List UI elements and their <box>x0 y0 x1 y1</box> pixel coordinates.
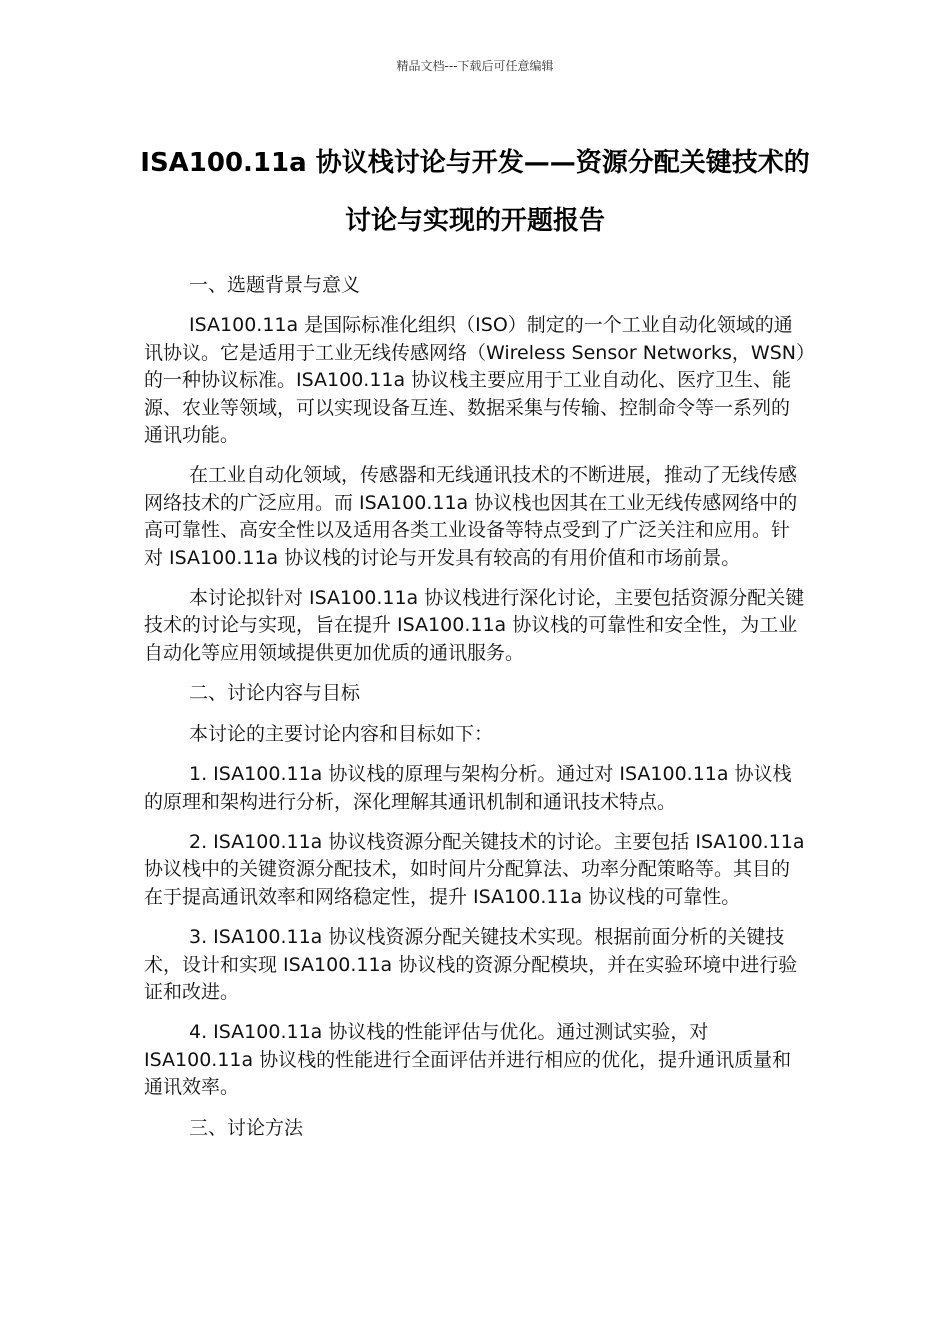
section-heading-2: 二、讨论内容与目标 <box>189 682 361 705</box>
document-body <box>144 272 808 1155</box>
paragraph-background-3: 本讨论拟针对 ISA100.11a 协议栈进行深化讨论，主要包括资源分配关键技术的讨论与实现，旨在提升 ISA100.11a 协议栈的可靠性和安全性，为工业自动化等应用领域提供更加优质的通讯服务。 <box>144 587 805 664</box>
list-item-4: 4. ISA100.11a 协议栈的性能评估与优化。通过测试实验，对 ISA100.11a 协议栈的性能进行全面评估并进行相应的优化，提升通讯质量和通讯效率。 <box>144 1021 792 1099</box>
list-item-1: 1. ISA100.11a 协议栈的原理与架构分析。通过对 ISA100.11a 协议栈的原理和架构进行分析，深化理解其通讯机制和通讯技术特点。 <box>144 763 792 813</box>
paragraph-background-2: 在工业自动化领域，传感器和无线通讯技术的不断进展，推动了无线传感网络技术的广泛应用。而 ISA100.11a 协议栈也因其在工业无线传感网络中的高可靠性、高安全性以及适用各类工业设备等特点受到了广泛关注和应用。针对 ISA100.11a 协议栈的讨论与开发具有较高的有用价值和市场前景。 <box>144 464 798 569</box>
paragraph-content-intro: 本讨论的主要讨论内容和目标如下： <box>189 722 494 745</box>
list-item-2: 2. ISA100.11a 协议栈资源分配关键技术的讨论。主要包括 ISA100.11a 协议栈中的关键资源分配技术，如时间片分配算法、功率分配策略等。其目的在于提高通讯效率和网络稳定性，提升 ISA100.11a 协议栈的可靠性。 <box>144 830 805 908</box>
paragraph-background-1: ISA100.11a 是国际标准化组织（ISO）制定的一个工业自动化领域的通讯协议。它是适用于工业无线传感网络（Wireless Sensor Networks，WSN）的一种协议标准。ISA100.11a 协议栈主要应用于工业自动化、医疗卫生、能源、农业等领域，可以实现设备互连、数据采集与传输、控制命令等一系列的通讯功能。 <box>144 314 806 447</box>
section-heading-1: 一、选题背景与意义 <box>189 274 361 296</box>
section-heading-3: 三、讨论方法 <box>189 1116 304 1139</box>
list-item-3: 3. ISA100.11a 协议栈资源分配关键技术实现。根据前面分析的关键技术，设计和实现 ISA100.11a 协议栈的资源分配模块，并在实验环境中进行验证和改进。 <box>144 926 798 1003</box>
page-header: 精品文档---下载后可任意编辑 <box>396 59 554 73</box>
document-title: ISA100.11a 协议栈讨论与开发——资源分配关键技术的讨论与实现的开题报告 <box>140 148 810 236</box>
